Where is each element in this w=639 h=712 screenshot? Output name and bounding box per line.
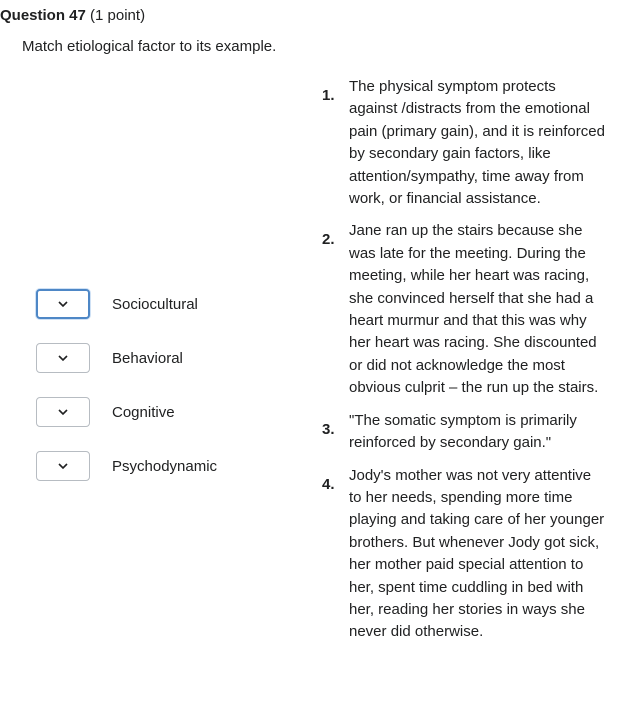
match-row-sociocultural [36, 288, 198, 320]
example-item [322, 76, 607, 210]
example-number: 3. [322, 420, 335, 438]
chevron-down-icon [58, 301, 68, 308]
match-select-behavioral[interactable] [36, 343, 90, 373]
example-number: 2. [322, 231, 335, 249]
example-text: "The somatic symptom is primarily reinforced by secondary gain." [349, 411, 577, 452]
choice-label-behavioral: Behavioral [112, 349, 183, 367]
match-row-cognitive [36, 396, 175, 428]
match-select-sociocultural[interactable] [36, 289, 90, 319]
question-number: Question 47 [0, 7, 86, 24]
chevron-down-icon [58, 463, 68, 470]
match-row-psychodynamic [36, 450, 217, 482]
choice-label-psychodynamic: Psychodynamic [112, 457, 218, 475]
choice-label-sociocultural: Sociocultural [112, 295, 198, 313]
example-item [322, 410, 607, 455]
example-text: Jody's mother was not very attentive to her needs, spending more time playing and taking care of her younger brothers. But whenever Jody got sick, her mother paid special attention to her, spent time cuddling in bed with her, reading her stories in ways she never did otherwise. [349, 466, 605, 641]
example-item [322, 465, 607, 644]
chevron-down-icon [58, 409, 68, 416]
example-item [322, 220, 607, 399]
example-text: Jane ran up the stairs because she was late for the meeting. During the meeting, while her heart was racing, she convinced herself that she had a heart murmur and that this was why her heart was racing. She discounted or did not acknowledge the most obvious culprit – the run up the stairs. [349, 222, 599, 397]
match-row-behavioral [36, 342, 183, 374]
example-number: 1. [322, 87, 335, 104]
choice-label-cognitive: Cognitive [112, 403, 175, 421]
example-number: 4. [322, 475, 335, 493]
examples-list [322, 76, 607, 654]
match-select-cognitive[interactable] [36, 397, 90, 427]
question-points: (1 point) [90, 7, 146, 24]
match-select-psychodynamic[interactable] [36, 451, 90, 481]
question-header [0, 7, 145, 24]
chevron-down-icon [58, 355, 68, 362]
example-text: The physical symptom protects against /distracts from the emotional pain (primary gain), and it is reinforced by secondary gain factors, like attention/sympathy, time away from work, or financial assistance. [349, 78, 605, 208]
question-prompt: Match etiological factor to its example. [22, 38, 277, 55]
